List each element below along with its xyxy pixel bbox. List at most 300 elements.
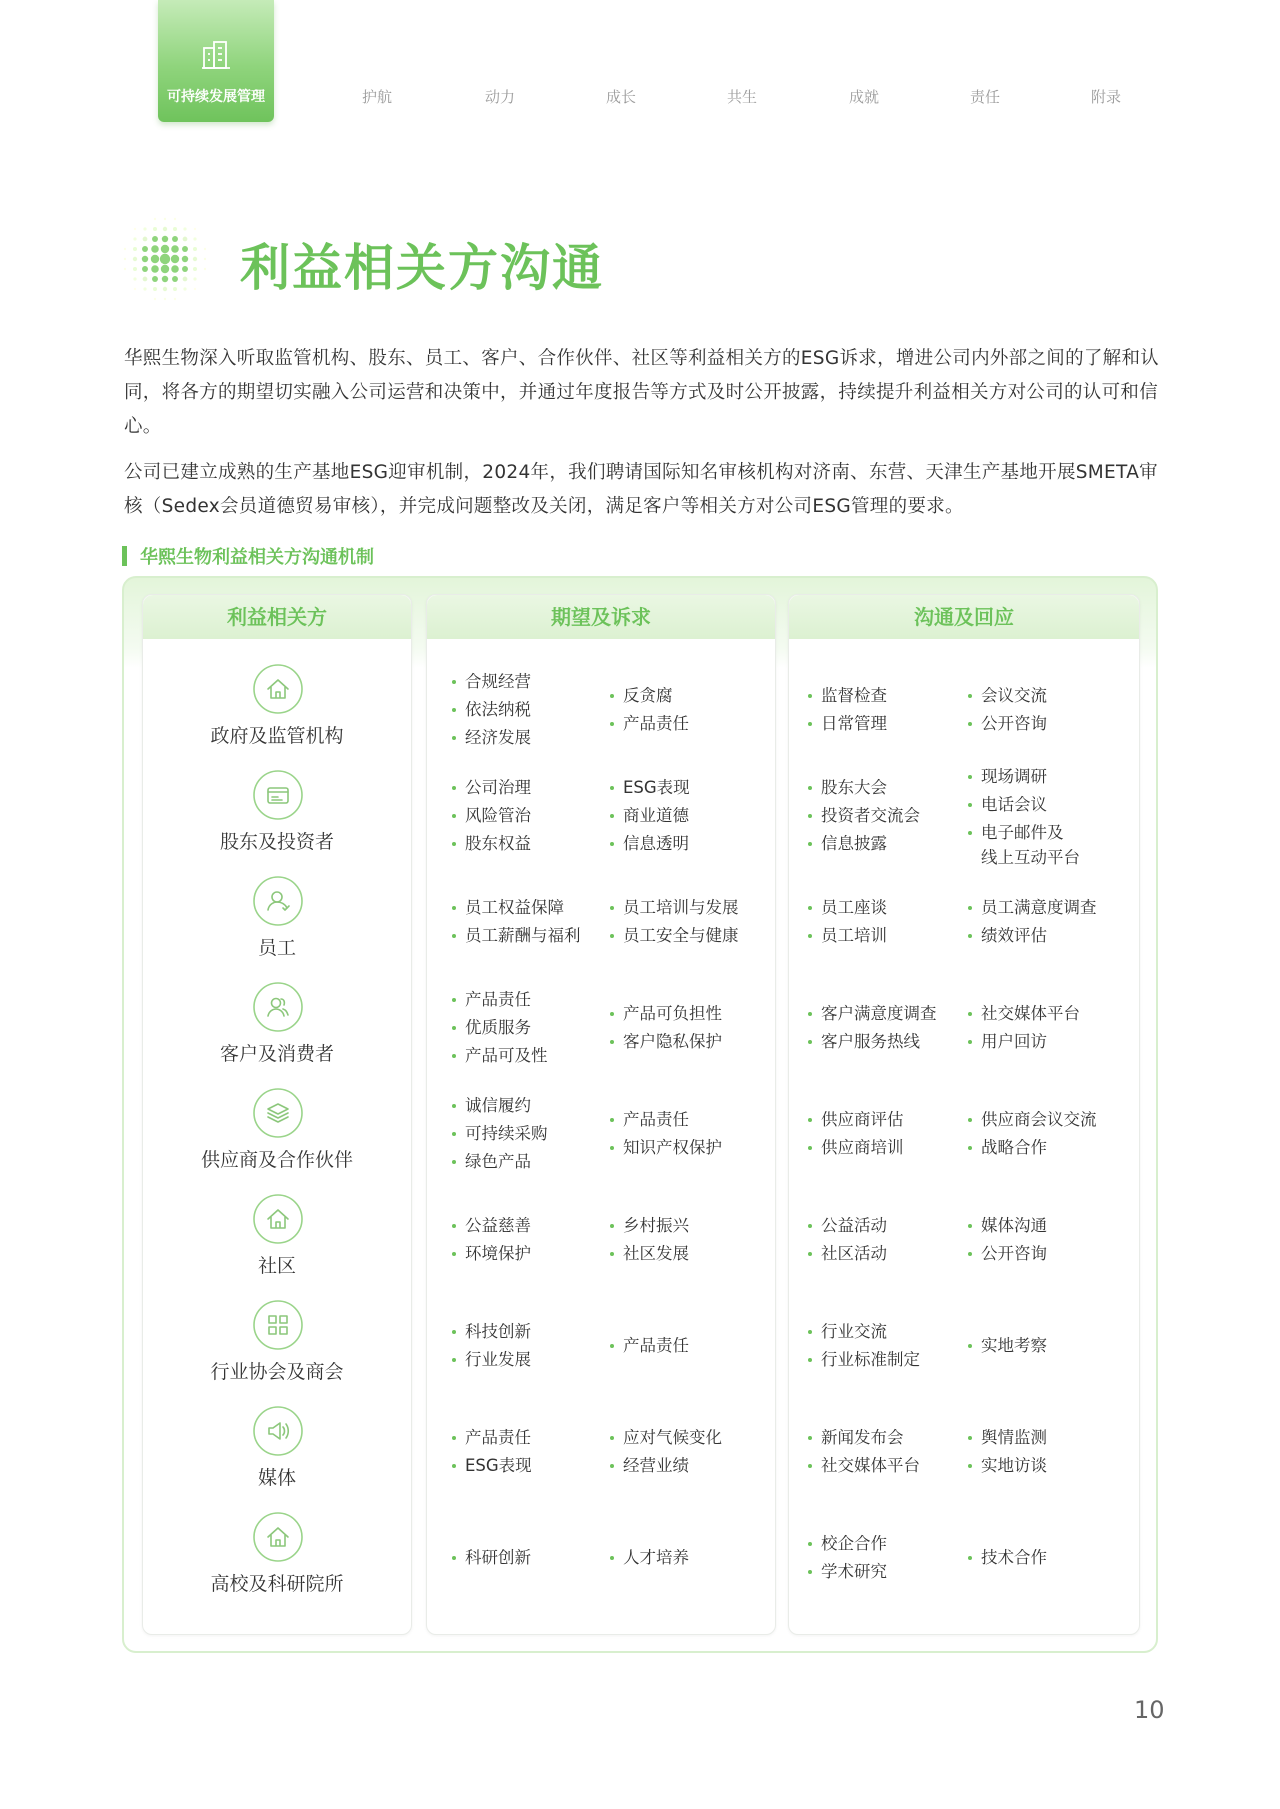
list-item-text: 投资者交流会 [821, 806, 920, 825]
stakeholder-name: 媒体 [257, 1467, 296, 1489]
dots-decoration-icon [120, 214, 210, 304]
communication-row [789, 975, 1139, 1081]
dot-mark [142, 266, 148, 272]
list-item [449, 1318, 599, 1346]
expectation-b-list [607, 657, 772, 763]
list-item-text: 媒体沟通 [981, 1216, 1047, 1235]
list-item [449, 1452, 599, 1480]
list-item [449, 1544, 599, 1572]
communication-b-list [965, 1187, 1135, 1293]
list-item [805, 1318, 965, 1346]
column-header-communication: 沟通及回应 [789, 595, 1139, 639]
expectation-row [427, 869, 775, 975]
communication-b-list [965, 1399, 1135, 1505]
stakeholder-row [143, 1187, 411, 1293]
list-item [965, 1452, 1135, 1480]
list-item [607, 802, 772, 830]
communication-row [789, 1187, 1139, 1293]
list-item-text: 实地访谈 [981, 1456, 1047, 1475]
list-item-text: 行业交流 [821, 1322, 887, 1341]
column-header-stakeholder: 利益相关方 [143, 595, 411, 639]
communication-a-list [805, 1293, 965, 1399]
top-nav [0, 0, 1280, 130]
list-item-text: ESG表现 [623, 778, 690, 797]
list-item-text: 客户服务热线 [821, 1032, 920, 1051]
list-item [449, 1148, 599, 1176]
list-item-text: 合规经营 [465, 672, 531, 691]
list-item-text: 产品责任 [623, 1336, 689, 1355]
page-title: 利益相关方沟通 [240, 239, 604, 297]
communication-a-list [805, 763, 965, 869]
list-item [965, 763, 1135, 791]
house-icon [252, 1511, 304, 1563]
dot-mark [182, 246, 188, 252]
expectation-a-list [449, 1505, 599, 1611]
list-item-text: 绿色产品 [465, 1152, 531, 1171]
list-item-text: 风险管治 [465, 806, 531, 825]
stakeholder-name: 股东及投资者 [219, 831, 334, 853]
stakeholder-row [143, 1505, 411, 1611]
communication-a-list [805, 1399, 965, 1505]
dot-mark [162, 236, 168, 242]
list-item-text: 客户满意度调查 [821, 1004, 937, 1023]
list-item [449, 668, 599, 696]
list-item [449, 1240, 599, 1268]
dot-mark [183, 277, 188, 282]
list-item [965, 922, 1135, 950]
people-icon [252, 981, 304, 1033]
dot-mark [194, 228, 196, 230]
list-item [449, 1092, 599, 1120]
list-item [449, 696, 599, 724]
list-item-text: 行业标准制定 [821, 1350, 920, 1369]
nav-tab-fulu[interactable]: 附录 [1090, 88, 1121, 106]
stakeholder-row [143, 763, 411, 869]
stakeholder-name: 行业协会及商会 [210, 1361, 344, 1383]
stakeholder-row [143, 1293, 411, 1399]
dot-mark [183, 287, 186, 290]
list-item [805, 1212, 965, 1240]
list-item-text: 可持续采购 [465, 1124, 548, 1143]
list-item-text: 社交媒体平台 [821, 1456, 920, 1475]
dot-mark [182, 256, 188, 262]
dot-mark [142, 256, 148, 262]
list-item [607, 1212, 772, 1240]
dot-mark [171, 265, 179, 273]
list-item [449, 802, 599, 830]
dot-mark [194, 288, 196, 290]
stakeholder-name: 高校及科研院所 [210, 1573, 344, 1595]
stakeholder-name: 员工 [257, 937, 296, 959]
list-item-text: 绩效评估 [981, 926, 1047, 945]
communication-b-list [965, 1293, 1135, 1399]
communication-a-list [805, 1081, 965, 1187]
dot-mark [143, 227, 146, 230]
list-item [607, 1106, 772, 1134]
stakeholder-name: 客户及消费者 [219, 1043, 334, 1065]
layers-icon [252, 1087, 304, 1139]
column-header-expectation: 期望及诉求 [427, 595, 775, 639]
list-item [805, 830, 965, 858]
list-item-text: 诚信履约 [465, 1096, 531, 1115]
list-item-text: 信息披露 [821, 834, 887, 853]
list-item [449, 1042, 599, 1070]
list-item-text: 行业发展 [465, 1350, 531, 1369]
expectation-row [427, 657, 775, 763]
list-item [965, 1106, 1135, 1134]
expectation-b-list [607, 1187, 772, 1293]
communication-b-list [965, 763, 1135, 869]
expectation-a-list [449, 1187, 599, 1293]
stakeholder-name: 供应商及合作伙伴 [200, 1149, 353, 1171]
list-item [607, 922, 772, 950]
list-item-text: 员工满意度调查 [981, 898, 1097, 917]
communication-row [789, 763, 1139, 869]
expectation-a-list [449, 763, 599, 869]
dot-mark [164, 218, 166, 220]
list-item-text: 舆情监测 [981, 1428, 1047, 1447]
dot-mark [133, 247, 137, 251]
dot-mark [164, 298, 166, 300]
list-item-text: 环境保护 [465, 1244, 531, 1263]
dot-mark [160, 254, 170, 264]
dot-mark [161, 265, 169, 273]
list-item-text: 电子邮件及 [981, 823, 1064, 842]
dot-mark [204, 248, 206, 250]
list-item-text: 电话会议 [981, 795, 1047, 814]
nav-tab-huhang[interactable]: 护航 [361, 88, 392, 106]
communication-a-list [805, 1187, 965, 1293]
list-item [965, 710, 1135, 738]
list-item-text: 知识产权保护 [623, 1138, 722, 1157]
dot-mark [193, 247, 197, 251]
stakeholder-row [143, 1399, 411, 1505]
list-item [805, 1028, 965, 1056]
list-item-text: 现场调研 [981, 767, 1047, 786]
list-item [965, 1212, 1135, 1240]
list-item [805, 1346, 965, 1374]
dot-mark [134, 288, 136, 290]
list-item [805, 774, 965, 802]
list-item [965, 1240, 1135, 1268]
list-item [607, 1134, 772, 1162]
list-item [805, 1452, 965, 1480]
list-item [607, 710, 772, 738]
list-item-text: 实地考察 [981, 1336, 1047, 1355]
speaker-icon [252, 1405, 304, 1457]
list-item [805, 1000, 965, 1028]
list-item-text: 商业道德 [623, 806, 689, 825]
list-item-text: 供应商培训 [821, 1138, 904, 1157]
communication-a-list [805, 975, 965, 1081]
expectation-b-list [607, 763, 772, 869]
list-item [965, 791, 1135, 819]
dot-mark [163, 227, 167, 231]
list-item [449, 1120, 599, 1148]
nav-tab-chengzhang[interactable]: 成长 [605, 88, 636, 106]
list-item [805, 922, 965, 950]
communication-a-list [805, 869, 965, 975]
list-item-text: 供应商会议交流 [981, 1110, 1097, 1129]
expectation-b-list [607, 1399, 772, 1505]
nav-tab-gongsheng[interactable]: 共生 [726, 88, 757, 106]
list-item [449, 1014, 599, 1042]
dot-mark [193, 277, 196, 280]
dot-mark [172, 236, 178, 242]
list-item-text: 客户隐私保护 [623, 1032, 722, 1051]
list-item-text: 优质服务 [465, 1018, 531, 1037]
stakeholder-row [143, 657, 411, 763]
list-item-text: 员工培训 [821, 926, 887, 945]
expectation-row [427, 1187, 775, 1293]
dot-mark [143, 277, 148, 282]
list-item [607, 774, 772, 802]
list-item-text: 战略合作 [981, 1138, 1047, 1157]
communication-row [789, 1505, 1139, 1611]
list-item [607, 1424, 772, 1452]
list-item [449, 1346, 599, 1374]
page-number: 10 [1134, 1696, 1165, 1724]
intro-paragraph: 华熙生物深入听取监管机构、股东、员工、客户、合作伙伴、社区等利益相关方的ESG诉求，增进公司内外部之间的了解和认同，将各方的期望切实融入公司运营和决策中，并通过年度报告等方式及时公开披露，持续提升利益相关方对公司的认可和信心。 [124, 348, 1160, 437]
list-item-text: 应对气候变化 [623, 1428, 722, 1447]
list-item-text: 依法纳税 [465, 700, 531, 719]
list-item [607, 1028, 772, 1056]
list-item [805, 802, 965, 830]
dot-mark [183, 237, 188, 242]
dot-mark [143, 287, 146, 290]
list-item [449, 1424, 599, 1452]
communication-b-list [965, 869, 1135, 975]
list-item-text: 科技创新 [465, 1322, 531, 1341]
nav-tab-chengjiu[interactable]: 成就 [848, 88, 879, 106]
card-icon [252, 769, 304, 821]
expectation-row [427, 1293, 775, 1399]
list-item-text: 用户回访 [981, 1032, 1047, 1051]
list-item [965, 1332, 1135, 1360]
list-item-text: 公开咨询 [981, 714, 1047, 733]
nav-tab-active[interactable] [158, 0, 274, 122]
dot-mark [173, 287, 177, 291]
dot-mark [133, 277, 136, 280]
dot-mark [151, 255, 159, 263]
list-item [607, 1332, 772, 1360]
dot-mark [133, 267, 137, 271]
communication-column [788, 594, 1140, 1635]
list-item-text: 供应商评估 [821, 1110, 904, 1129]
dot-mark [152, 236, 158, 242]
stakeholder-table [122, 576, 1158, 1653]
communication-row [789, 1293, 1139, 1399]
grid-icon [252, 1299, 304, 1351]
expectation-b-list [607, 1505, 772, 1611]
expectation-row [427, 763, 775, 869]
list-item-text: 产品可负担性 [623, 1004, 722, 1023]
list-item [805, 710, 965, 738]
dot-mark [171, 245, 179, 253]
expectation-a-list [449, 975, 599, 1081]
person-icon [252, 875, 304, 927]
list-item-text: 社交媒体平台 [981, 1004, 1080, 1023]
list-item [965, 1028, 1135, 1056]
dot-mark [154, 298, 156, 300]
list-item-text: 新闻发布会 [821, 1428, 904, 1447]
dot-mark [134, 228, 136, 230]
list-item [805, 682, 965, 710]
communication-a-list [805, 657, 965, 763]
list-item-text: 学术研究 [821, 1562, 887, 1581]
communication-b-list [965, 657, 1135, 763]
list-item-text: 员工权益保障 [465, 898, 564, 917]
list-item [805, 1240, 965, 1268]
dot-mark [124, 248, 126, 250]
list-item [449, 922, 599, 950]
list-item [607, 682, 772, 710]
dot-mark [193, 267, 197, 271]
communication-row [789, 1081, 1139, 1187]
expectation-b-list [607, 1293, 772, 1399]
communication-b-list [965, 975, 1135, 1081]
list-item [805, 1558, 965, 1586]
expectation-a-list [449, 657, 599, 763]
list-item [449, 724, 599, 752]
dot-mark [171, 255, 179, 263]
list-item [965, 1134, 1135, 1162]
dot-mark [151, 265, 159, 273]
dot-mark [174, 298, 176, 300]
list-item [965, 1544, 1135, 1572]
list-item [449, 894, 599, 922]
list-item [805, 1134, 965, 1162]
list-item-text: 股东大会 [821, 778, 887, 797]
stakeholder-row [143, 975, 411, 1081]
list-item-text: 产品责任 [465, 990, 531, 1009]
list-item-text: 员工培训与发展 [623, 898, 739, 917]
stakeholder-row [143, 1081, 411, 1187]
expectation-row [427, 975, 775, 1081]
stakeholder-name: 政府及监管机构 [210, 725, 344, 747]
list-item [607, 1240, 772, 1268]
list-item-text: 员工安全与健康 [623, 926, 739, 945]
list-item-text: 信息透明 [623, 834, 689, 853]
dot-mark [183, 227, 186, 230]
communication-row [789, 657, 1139, 763]
list-item [805, 894, 965, 922]
expectation-a-list [449, 1081, 599, 1187]
list-item-text: 产品责任 [623, 714, 689, 733]
nav-tab-active-label: 可持续发展管理 [167, 89, 265, 105]
expectation-row [427, 1505, 775, 1611]
list-item [607, 1452, 772, 1480]
dot-mark [174, 218, 176, 220]
list-item [607, 1000, 772, 1028]
list-item-text: 经营业绩 [623, 1456, 689, 1475]
expectation-b-list [607, 975, 772, 1081]
expectation-a-list [449, 869, 599, 975]
dot-mark [152, 276, 158, 282]
dot-mark [153, 287, 157, 291]
list-item-text: 人才培养 [623, 1548, 689, 1567]
nav-tab-zeren[interactable]: 责任 [969, 88, 1000, 106]
dot-mark [204, 268, 206, 270]
list-item [965, 894, 1135, 922]
list-item-text: 监督检查 [821, 686, 887, 705]
list-item [449, 830, 599, 858]
list-item-text: 经济发展 [465, 728, 531, 747]
dot-mark [124, 268, 126, 270]
list-item-text: 技术合作 [981, 1548, 1047, 1567]
audit-paragraph: 公司已建立成熟的生产基地ESG迎审机制，2024年，我们聘请国际知名审核机构对济南、东营、天津生产基地开展SMETA审核（Sedex会员道德贸易审核），并完成问题整改及关闭，满足客户等相关方对公司ESG管理的要求。 [124, 462, 1158, 517]
list-item-text: 社区发展 [623, 1244, 689, 1263]
list-item-text: 反贪腐 [623, 686, 673, 705]
communication-row [789, 1399, 1139, 1505]
dot-mark [182, 266, 188, 272]
list-item-text: 产品责任 [623, 1110, 689, 1129]
list-item-text: 产品责任 [465, 1428, 531, 1447]
dot-mark [193, 237, 196, 240]
list-item-text: ESG表现 [465, 1456, 532, 1475]
dot-mark [204, 258, 206, 260]
dot-mark [142, 246, 148, 252]
list-item-text: 员工座谈 [821, 898, 887, 917]
list-item-text: 会议交流 [981, 686, 1047, 705]
nav-tab-dongli[interactable]: 动力 [484, 88, 515, 106]
list-item [607, 894, 772, 922]
list-item-continuation: 线上互动平台 [981, 848, 1080, 867]
dot-mark [133, 257, 137, 261]
list-item-text: 公益活动 [821, 1216, 887, 1235]
list-item-text: 产品可及性 [465, 1046, 548, 1065]
list-item [965, 1424, 1135, 1452]
dot-mark [162, 276, 168, 282]
communication-row [789, 869, 1139, 975]
list-item-text: 公益慈善 [465, 1216, 531, 1235]
dot-mark [124, 258, 126, 260]
dot-mark [154, 218, 156, 220]
list-item-text: 员工薪酬与福利 [465, 926, 581, 945]
stakeholder-name: 社区 [257, 1255, 296, 1277]
dot-mark [163, 287, 167, 291]
list-item [449, 986, 599, 1014]
list-item-text: 校企合作 [821, 1534, 887, 1553]
expectation-b-list [607, 1081, 772, 1187]
house-icon [252, 663, 304, 715]
stakeholder-column [142, 594, 412, 1635]
list-item-text: 日常管理 [821, 714, 887, 733]
dot-mark [151, 245, 159, 253]
expectation-b-list [607, 869, 772, 975]
list-item-text: 股东权益 [465, 834, 531, 853]
list-item [965, 819, 1135, 869]
list-item [805, 1424, 965, 1452]
house-icon [252, 1193, 304, 1245]
dot-mark [161, 245, 169, 253]
dot-mark [173, 227, 177, 231]
section-marker [122, 546, 127, 566]
list-item-text: 公司治理 [465, 778, 531, 797]
dot-mark [172, 276, 178, 282]
list-item [607, 1544, 772, 1572]
dot-mark [133, 237, 136, 240]
dot-mark [193, 257, 197, 261]
list-item [805, 1530, 965, 1558]
expectation-row [427, 1399, 775, 1505]
dot-mark [143, 237, 148, 242]
list-item-text: 公开咨询 [981, 1244, 1047, 1263]
section-title: 华熙生物利益相关方沟通机制 [140, 547, 374, 568]
list-item [805, 1106, 965, 1134]
communication-b-list [965, 1505, 1135, 1611]
list-item [965, 1000, 1135, 1028]
